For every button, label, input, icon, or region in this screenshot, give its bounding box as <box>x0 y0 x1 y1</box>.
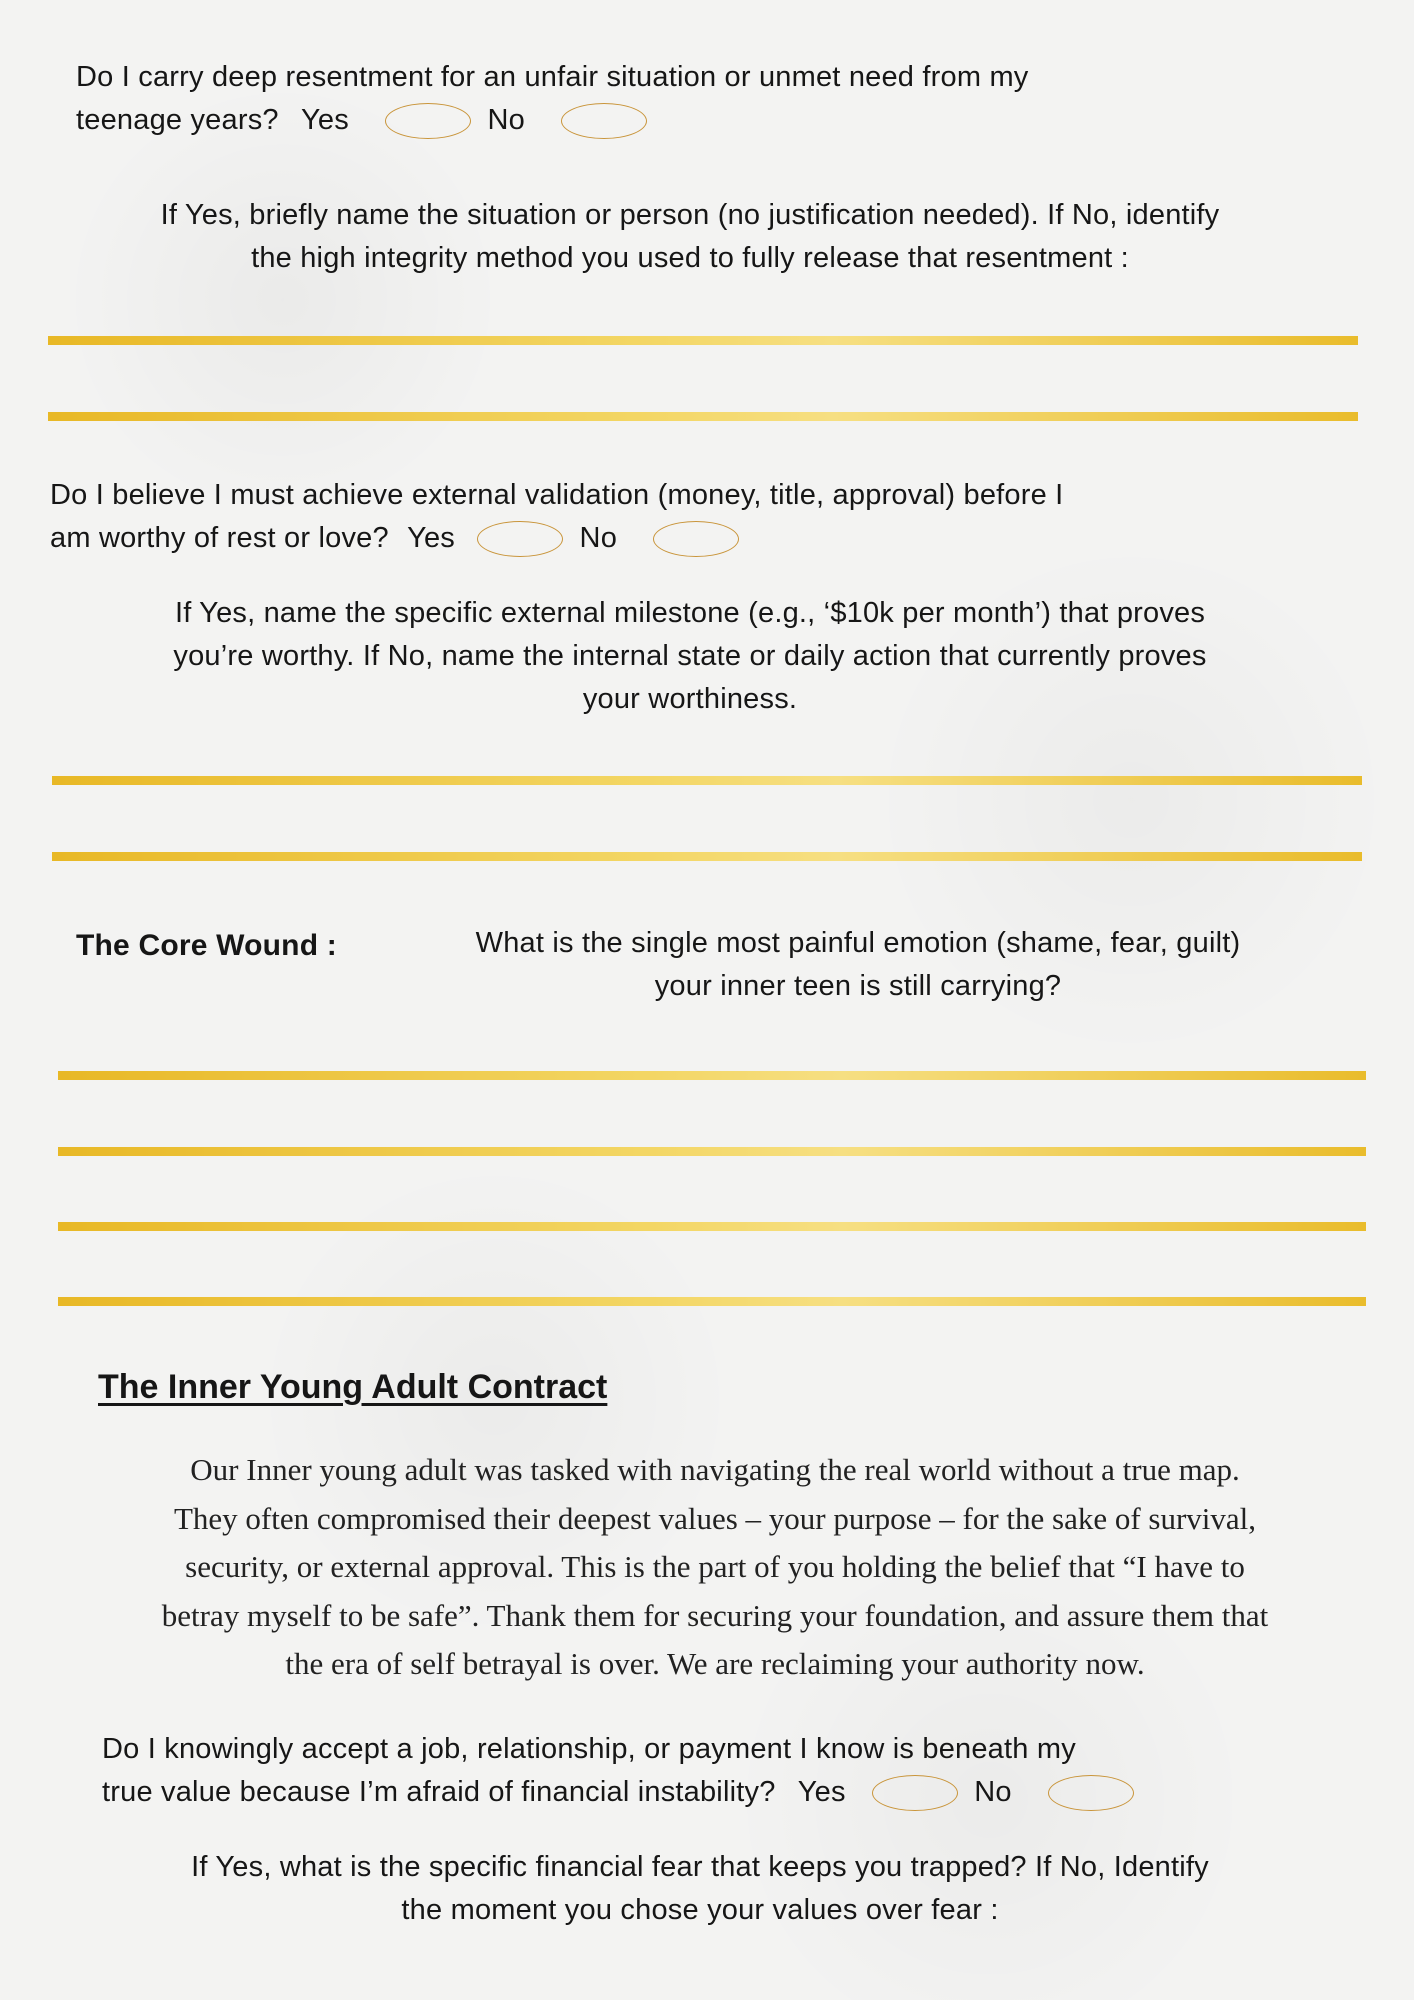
question-validation-line1: Do I believe I must achieve external validation (money, title, approval) before I <box>50 479 1064 511</box>
question-financial-line2-text: true value because I’m afraid of financial instability? <box>102 1776 776 1808</box>
no-checkbox[interactable] <box>1048 1775 1134 1811</box>
answer-line[interactable] <box>58 1297 1366 1306</box>
contract-paragraph <box>80 1446 1350 1689</box>
prompt-resentment <box>40 194 1340 280</box>
prompt-financial-line1: If Yes, what is the specific financial fear that keeps you trapped? If No, Identify <box>191 1851 1209 1883</box>
answer-line[interactable] <box>58 1222 1366 1231</box>
yes-checkbox[interactable] <box>872 1775 958 1811</box>
answer-line[interactable] <box>58 1147 1366 1156</box>
question-resentment-line2 <box>76 99 1029 142</box>
no-label: No <box>579 522 618 554</box>
prompt-validation-line1: If Yes, name the specific external milestone (e.g., ‘$10k per month’) that proves <box>174 597 1206 629</box>
contract-heading: The Inner Young Adult Contract <box>98 1368 608 1406</box>
yes-checkbox[interactable] <box>477 521 563 557</box>
contract-line: security, or external approval. This is the part of you holding the belief that “I have to <box>185 1549 1245 1584</box>
prompt-financial-line2: the moment you chose your values over fear : <box>401 1894 999 1926</box>
question-validation-line2-text: am worthy of rest or love? <box>50 522 389 554</box>
question-validation <box>50 474 1063 560</box>
prompt-validation <box>40 592 1340 721</box>
answer-line[interactable] <box>48 336 1358 345</box>
no-checkbox[interactable] <box>561 103 647 139</box>
question-resentment-line1: Do I carry deep resentment for an unfair situation or unmet need from my <box>76 61 1029 93</box>
core-wound-question <box>388 922 1328 1008</box>
core-wound-question-line1: What is the single most painful emotion (shame, fear, guilt) <box>475 927 1241 959</box>
core-wound-label: The Core Wound : <box>76 929 337 962</box>
prompt-validation-line3: your worthiness. <box>582 683 798 715</box>
contract-line: the era of self betrayal is over. We are reclaiming your authority now. <box>285 1646 1145 1681</box>
yes-label: Yes <box>797 1776 846 1808</box>
contract-line: They often compromised their deepest values – your purpose – for the sake of survival, <box>173 1500 1257 1536</box>
yes-checkbox[interactable] <box>385 103 471 139</box>
question-validation-line2 <box>50 517 1063 560</box>
prompt-validation-line2: you’re worthy. If No, name the internal state or daily action that currently proves <box>173 640 1207 672</box>
question-financial-line2 <box>102 1771 1142 1814</box>
yes-label: Yes <box>301 104 349 136</box>
question-resentment-line2-text: teenage years? <box>76 104 279 136</box>
answer-line[interactable] <box>52 776 1362 785</box>
no-label: No <box>487 104 525 136</box>
contract-line: betray myself to be safe”. Thank them for securing your foundation, and assure them that <box>161 1597 1269 1633</box>
core-wound-question-line2: your inner teen is still carrying? <box>654 970 1062 1002</box>
no-checkbox[interactable] <box>653 521 739 557</box>
answer-line[interactable] <box>48 412 1358 421</box>
question-financial <box>102 1728 1142 1814</box>
prompt-resentment-line1: If Yes, briefly name the situation or person (no justification needed). If No, identify <box>160 199 1220 231</box>
no-label: No <box>974 1776 1012 1808</box>
contract-line: Our Inner young adult was tasked with navigating the real world without a true map. <box>190 1452 1240 1487</box>
prompt-financial <box>40 1846 1360 1932</box>
answer-line[interactable] <box>52 852 1362 861</box>
question-financial-line1: Do I knowingly accept a job, relationship, or payment I know is beneath my <box>102 1733 1076 1765</box>
yes-label: Yes <box>407 522 456 554</box>
prompt-resentment-line2: the high integrity method you used to fully release that resentment : <box>251 242 1129 274</box>
question-resentment <box>76 56 1029 142</box>
answer-line[interactable] <box>58 1071 1366 1080</box>
